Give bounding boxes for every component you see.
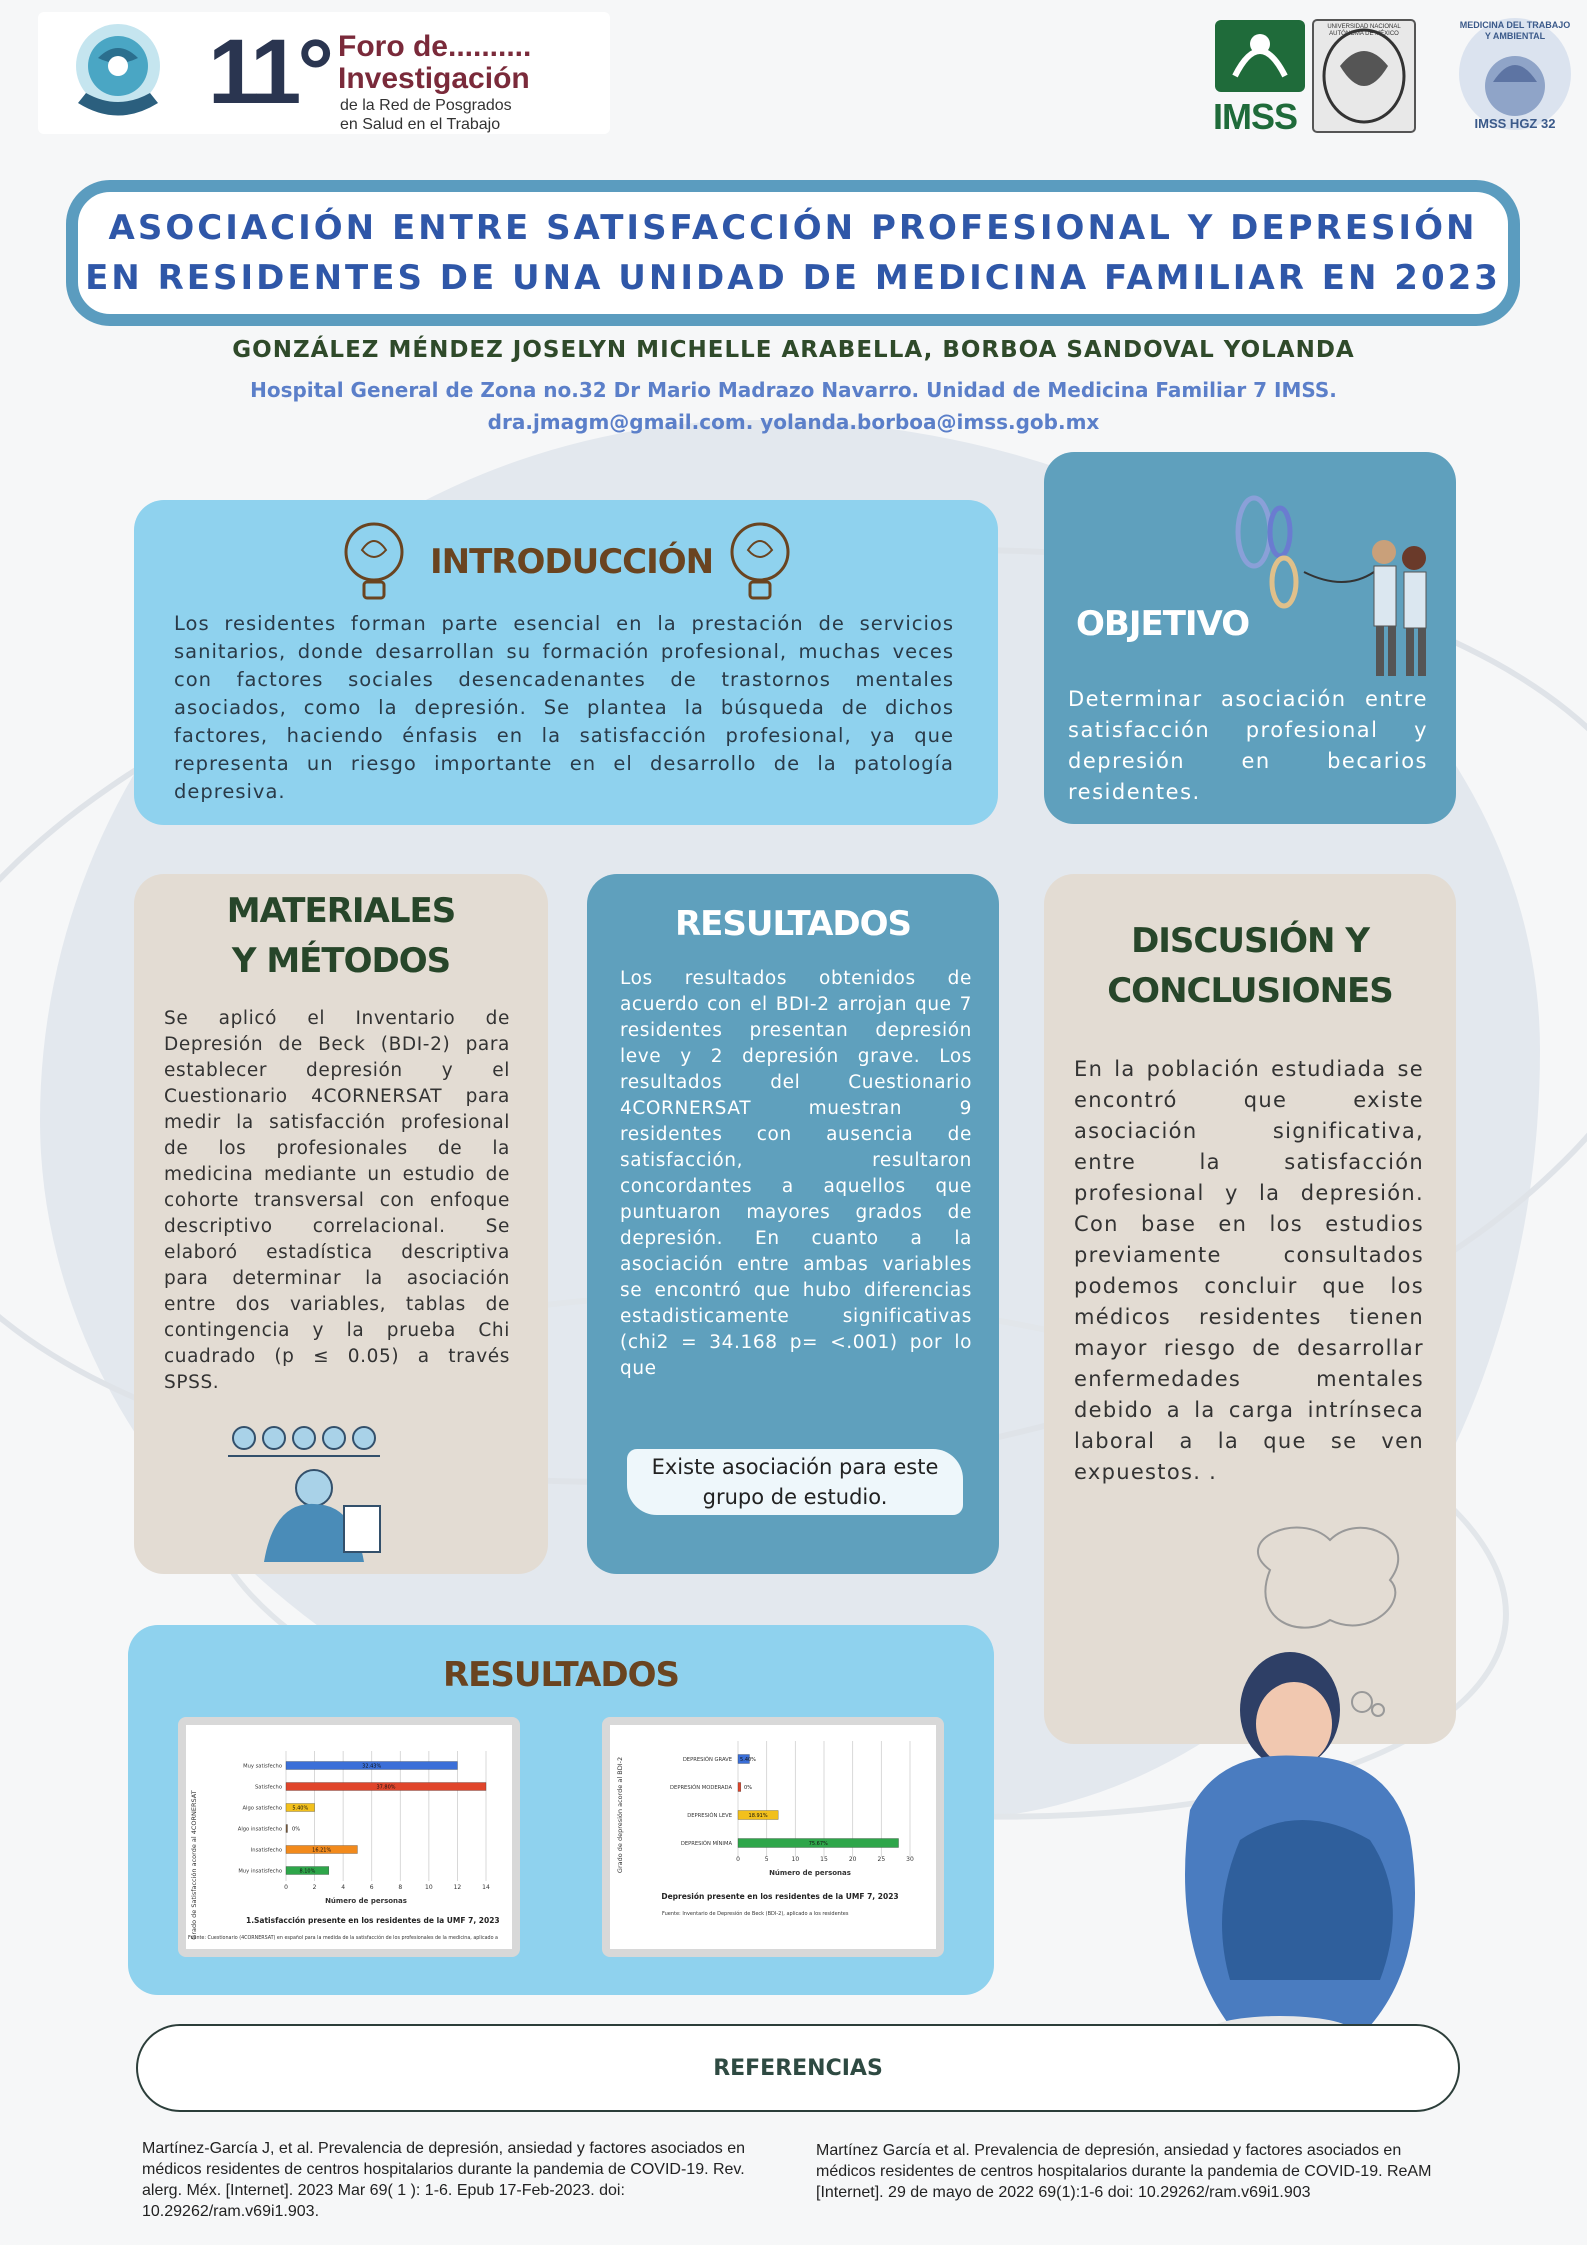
chart-title: Depresión presente en los residentes de la UMF 7, 2023 bbox=[661, 1892, 899, 1901]
chart-data-label: 16.21% bbox=[312, 1847, 332, 1854]
referencias-banner bbox=[136, 2024, 1460, 2112]
resultados-heading: RESULTADOS bbox=[674, 904, 912, 944]
imss-label: IMSS bbox=[1213, 96, 1298, 137]
foro-number: 11° bbox=[208, 21, 331, 123]
chart-xlabel: Número de personas bbox=[325, 1897, 407, 1905]
resultados-charts-heading: RESULTADOS bbox=[442, 1655, 680, 1695]
globe-hands-icon bbox=[48, 18, 188, 128]
chart-ylabel: Grado de Satisfacción acorde al 4CORNERSAT bbox=[190, 1790, 198, 1940]
chart-tick-label: 4 bbox=[341, 1884, 346, 1891]
chart-data-label: 0% bbox=[744, 1785, 752, 1791]
author-emails: dra.jmagm@gmail.com. yolanda.borboa@imss.gob.mx bbox=[487, 410, 1100, 434]
foro-logo bbox=[38, 12, 610, 134]
title-box bbox=[66, 180, 1520, 326]
chart-title-prefix: 1. bbox=[246, 1916, 255, 1925]
introduccion-body: Los residentes forman parte esencial en la prestación de servicios sanitarios, donde desarrollan su formación profesional, muchas veces con factores sociales desencadenantes de trastornos mentales asociados, como la depresión. Se plantea la búsqueda de dichos factores, haciendo énfasis en la satisfacción profesional, ya que representa un riesgo importante en el desarrollo de la patología depresiva. bbox=[174, 612, 954, 803]
foro-title-line2: Investigación bbox=[338, 62, 530, 95]
authors: GONZÁLEZ MÉNDEZ JOSELYN MICHELLE ARABELLA, BORBOA SANDOVAL YOLANDA bbox=[232, 337, 1355, 363]
sad-person-illustration bbox=[1150, 1510, 1510, 2050]
chart-bar bbox=[286, 1825, 288, 1833]
poster-title: ASOCIACIÓN ENTRE SATISFACCIÓN PROFESIONAL Y DEPRESIÓN EN RESIDENTES DE UNA UNIDAD DE MEDICINA FAMILIAR EN 2023 bbox=[85, 208, 1501, 298]
reference-2: Martínez García et al. Prevalencia de depresión, ansiedad y factores asociados en médicos residentes de centros hospitalarios durante la pandemia de COVID-19. ReAM [Internet]. 29 de mayo de 2022 69(1):1-6 doi: 10.29262/ram.v69i1.903 bbox=[816, 2142, 1432, 2201]
objetivo-heading: OBJETIVO bbox=[1076, 604, 1250, 644]
reference-1: Martínez-García J, et al. Prevalencia de depresión, ansiedad y factores asociados en médicos residentes de centros hospitalarios durante la pandemia de COVID-19. Rev. alerg. Méx. [Internet]. 2023 Mar 69( 1 ): 1-6. Epub 17-Feb-2023. doi: 10.29262/ram.v69i1.903. bbox=[142, 2140, 745, 2220]
chart-source: Fuente: Cuestionario (4CORNERSAT) en español para la medida de la satisfacción de los profesionales de la medicina, aplicado a bbox=[188, 1936, 498, 1941]
chart-ylabel: Grado de depresión acorde al BDI-2 bbox=[616, 1756, 624, 1874]
chart-category-label: DEPRESIÓN MÍNIMA bbox=[680, 1841, 732, 1847]
chart-data-label: 0% bbox=[292, 1826, 300, 1833]
brain-bulb-icon bbox=[728, 520, 792, 604]
chart-tick-label: 30 bbox=[906, 1856, 914, 1863]
chart-data-label: 18.91% bbox=[748, 1813, 768, 1819]
affiliation: Hospital General de Zona no.32 Dr Mario Madrazo Navarro. Unidad de Medicina Familiar 7 IMSS. bbox=[250, 378, 1337, 402]
conclusion-pill: Existe asociación para este grupo de estudio. bbox=[627, 1449, 963, 1515]
materiales-heading: MATERIALES Y MÉTODOS bbox=[226, 891, 456, 981]
chart-tick-label: 8 bbox=[398, 1884, 403, 1891]
materiales-card bbox=[134, 874, 548, 1574]
objetivo-card bbox=[1044, 452, 1456, 824]
resultados-charts-card bbox=[128, 1625, 994, 1995]
chart-data-label: 37.80% bbox=[376, 1784, 396, 1791]
objetivo-body: Determinar asociación entre satisfacción profesional y depresión en becarios residentes. bbox=[1068, 687, 1428, 804]
hgz-arc-text: MEDICINA DEL TRABAJO Y AMBIENTAL bbox=[1459, 20, 1571, 41]
foro-title-line1: Foro de.......... bbox=[338, 30, 532, 63]
chart-category-label: Algo insatisfecho bbox=[237, 1826, 282, 1833]
foro-subtitle: de la Red de Posgrados en Salud en el Trabajo bbox=[340, 97, 512, 133]
chart-data-label: 5.40% bbox=[292, 1805, 309, 1812]
chart-data-label: 5.40% bbox=[740, 1757, 756, 1763]
discusion-heading: DISCUSIÓN Y CONCLUSIONES bbox=[1107, 921, 1393, 1011]
introduccion-heading: INTRODUCCIÓN bbox=[430, 542, 714, 582]
chart-xlabel: Número de personas bbox=[769, 1869, 851, 1877]
chart-tick-label: 20 bbox=[848, 1856, 857, 1863]
chart-category-label: DEPRESIÓN LEVE bbox=[687, 1813, 732, 1819]
unam-seal-text: UNIVERSIDAD NACIONAL AUTÓNOMA DE MÉXICO bbox=[1327, 24, 1401, 37]
chart-source: Fuente: Inventario de Depresión de Beck (BDI-2), aplicado a los residentes bbox=[662, 1911, 849, 1917]
survey-person-illustration bbox=[214, 1422, 474, 1562]
chart-category-label: Insatisfecho bbox=[250, 1847, 282, 1854]
depresion-chart-panel bbox=[602, 1717, 944, 1957]
chart-tick-label: 15 bbox=[820, 1856, 828, 1863]
chart-tick-label: 0 bbox=[736, 1856, 740, 1863]
introduccion-card bbox=[134, 500, 998, 825]
chart-category-label: Algo satisfecho bbox=[242, 1805, 282, 1812]
chart-tick-label: 0 bbox=[284, 1884, 288, 1891]
resultados-card bbox=[587, 874, 999, 1574]
resultados-body: Los resultados obtenidos de acuerdo con el BDI-2 arrojan que 7 residentes presentan depresión leve y 2 depresión grave. Los resultados del Cuestionario 4CORNERSAT muestran 9 residentes con ausencia de satisfacción, resultaron concordantes a aquellos que puntuaron mayores grados de depresión. En cuanto a la asociación entre ambas variables se encontró que hubo diferencias estadisticamente significativas (chi2 = 34.168 p= <.001) por lo que bbox=[620, 968, 972, 1379]
materiales-body: Se aplicó el Inventario de Depresión de Beck (BDI-2) para establecer depresión y el Cuestionario 4CORNERSAT para medir la satisfacción profesional de los profesionales de la medicina mediante un estudio de cohorte transversal con enfoque descriptivo correlacional. Se elaboró estadística descriptiva para determinar la asociación entre dos variables, tablas de contingencia y la prueba Chi cuadrado (p ≤ 0.05) a través SPSS. bbox=[164, 1008, 510, 1393]
chart-category-label: Muy satisfecho bbox=[243, 1763, 282, 1770]
chart-tick-label: 10 bbox=[425, 1884, 433, 1891]
discusion-body: En la población estudiada se encontró que existe asociación significativa, entre la satisfacción profesional y la depresión. Con base en los estudios previamente consultados podemos concluir que los médicos residentes tienen mayor riesgo de desarrollar enfermedades mentales debido a la carga intrínseca laboral a la que se ven expuestos. . bbox=[1074, 1057, 1424, 1484]
satisfaccion-chart-panel bbox=[178, 1717, 520, 1957]
satisfaccion-bar-chart bbox=[186, 1725, 512, 1949]
chart-category-label: Muy insatisfecho bbox=[238, 1868, 282, 1875]
hgz-label: IMSS HGZ 32 bbox=[1474, 116, 1556, 131]
chart-data-label: 32.43% bbox=[362, 1763, 382, 1770]
target-people-illustration bbox=[1214, 482, 1444, 682]
chart-category-label: DEPRESIÓN GRAVE bbox=[682, 1757, 732, 1763]
depresion-bar-chart bbox=[610, 1725, 936, 1949]
chart-tick-label: 5 bbox=[764, 1856, 769, 1863]
chart-category-label: DEPRESIÓN MODERADA bbox=[670, 1785, 732, 1791]
brain-bulb-icon bbox=[342, 520, 406, 604]
chart-tick-label: 12 bbox=[453, 1884, 462, 1891]
chart-title: Satisfacción presente en los residentes de la UMF 7, 2023 bbox=[254, 1916, 500, 1925]
chart-tick-label: 6 bbox=[369, 1884, 374, 1891]
chart-tick-label: 10 bbox=[791, 1856, 800, 1863]
chart-data-label: 8.10% bbox=[299, 1868, 316, 1875]
chart-bar bbox=[738, 1783, 741, 1792]
chart-tick-label: 25 bbox=[877, 1856, 886, 1863]
institution-logos bbox=[1215, 16, 1587, 138]
chart-data-label: 75.67% bbox=[808, 1841, 828, 1847]
chart-tick-label: 14 bbox=[482, 1884, 490, 1891]
chart-tick-label: 2 bbox=[312, 1884, 317, 1891]
chart-category-label: Satisfecho bbox=[255, 1784, 282, 1791]
referencias-heading: REFERENCIAS bbox=[713, 2055, 883, 2081]
